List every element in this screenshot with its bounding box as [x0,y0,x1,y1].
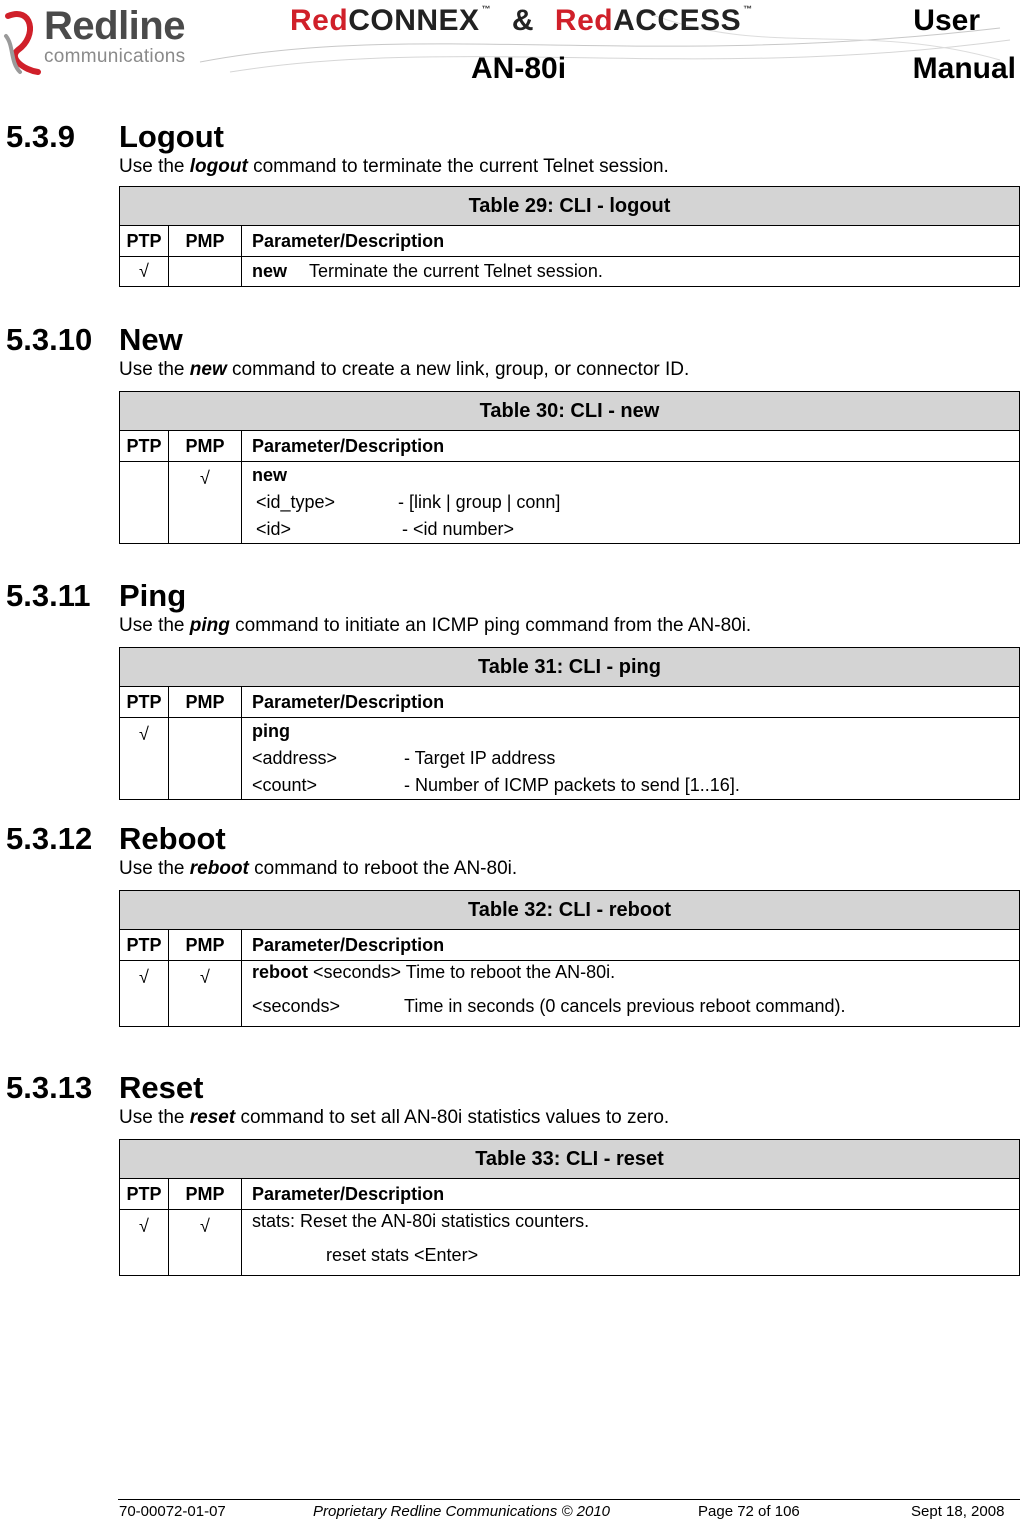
col-header-ptp: PTP [120,930,169,961]
section-number: 5.3.12 [6,821,93,856]
table-caption: Table 33: CLI - reset [120,1140,1020,1179]
section-title: Logout [119,119,225,154]
param-command: ping [252,721,290,741]
param-arg-desc: - <id number> [402,519,515,539]
redline-logo [2,2,207,80]
param-command: new [252,465,288,485]
col-header-param: Parameter/Description [242,687,1020,718]
table-caption: Table 32: CLI - reboot [120,891,1020,930]
param-arg-desc: Time in seconds (0 cancels previous reboot command). [404,996,846,1016]
footer-date: Sept 18, 2008 [911,1503,1005,1520]
col-header-param: Parameter/Description [242,226,1020,257]
col-header-param: Parameter/Description [242,431,1020,462]
brand-ampersand: & [511,4,535,37]
section-number: 5.3.11 [6,578,91,613]
table-row [242,257,1020,287]
pmp-check: √ [169,1210,242,1276]
product-model: AN-80i [471,52,567,85]
section-heading [6,821,1020,857]
command-name: reset [189,1107,236,1128]
section-heading [6,1070,1020,1106]
page-header [0,0,1020,98]
col-header-param: Parameter/Description [242,930,1020,961]
col-header-pmp: PMP [169,431,242,462]
col-header-param: Parameter/Description [242,1179,1020,1210]
section-intro: Use the ping command to initiate an ICMP ping command from the AN-80i. [119,615,752,636]
pmp-empty [169,257,242,287]
brand-redconnex-dark: CONNEX [348,4,480,37]
section-reset [6,1070,1020,1276]
cli-table-new [119,391,1020,544]
logo-subtitle: communications [44,46,186,67]
section-intro: Use the reset command to set all AN-80i statistics values to zero. [119,1107,670,1128]
param-command: new [252,261,288,281]
section-number: 5.3.13 [6,1070,93,1105]
col-header-pmp: PMP [169,1179,242,1210]
param-arg: <address> [252,748,338,768]
pmp-empty [169,718,242,800]
brand-redconnex-red: Red [290,4,349,37]
param-description: Terminate the current Telnet session. [309,261,603,281]
section-intro: Use the logout command to terminate the current Telnet session. [119,156,669,177]
section-heading [6,322,1020,358]
redline-swirl-icon [2,6,42,76]
command-name: new [189,359,227,380]
col-header-ptp: PTP [120,226,169,257]
cli-table-reset [119,1139,1020,1276]
param-example: reset stats <Enter> [326,1245,479,1265]
param-arg-desc: - Target IP address [404,748,556,768]
footer-doc-number: 70-00072-01-07 [119,1503,226,1520]
table-caption: Table 29: CLI - logout [120,187,1020,226]
section-reboot [6,821,1020,1027]
ptp-check: √ [120,257,169,287]
ptp-check: √ [120,961,169,1027]
table-caption: Table 31: CLI - ping [120,648,1020,687]
param-command: reboot [252,962,308,982]
section-logout [6,119,1020,287]
section-intro: Use the reboot command to reboot the AN-80i. [119,858,518,879]
table-row [242,462,1020,544]
section-title: New [119,322,183,357]
footer-page-number: Page 72 of 106 [698,1503,800,1520]
pmp-check: √ [169,462,242,544]
col-header-ptp: PTP [120,687,169,718]
trademark-mark: ™ [481,4,492,14]
param-description: <seconds> Time to reboot the AN-80i. [308,962,616,982]
section-title: Ping [119,578,187,613]
cli-table-logout [119,186,1020,287]
table-row [242,1210,1020,1276]
product-brands [290,4,753,38]
footer-divider [118,1499,1020,1500]
section-title: Reset [119,1070,204,1105]
brand-redaccess-red: Red [554,4,614,37]
col-header-ptp: PTP [120,1179,169,1210]
param-description: stats: Reset the AN-80i statistics counters. [252,1211,590,1231]
param-arg: <seconds> [252,996,341,1016]
command-name: ping [189,615,230,636]
table-row [242,718,1020,800]
command-name: reboot [189,858,249,879]
param-arg-desc: - Number of ICMP packets to send [1..16]. [404,775,740,795]
section-new [6,322,1020,544]
param-arg: <count> [252,775,318,795]
section-intro: Use the new command to create a new link, group, or connector ID. [119,359,690,380]
section-number: 5.3.10 [6,322,93,357]
col-header-pmp: PMP [169,687,242,718]
ptp-check: √ [120,718,169,800]
col-header-pmp: PMP [169,930,242,961]
pmp-check: √ [169,961,242,1027]
section-title: Reboot [119,821,226,856]
table-caption: Table 30: CLI - new [120,392,1020,431]
param-arg: <id_type> [256,492,336,512]
col-header-ptp: PTP [120,431,169,462]
param-arg-desc: - [link | group | conn] [398,492,561,512]
section-ping [6,578,1020,800]
cli-table-reboot [119,890,1020,1027]
table-row [242,961,1020,1027]
trademark-mark: ™ [743,4,753,14]
section-number: 5.3.9 [6,119,75,154]
section-heading [6,578,1020,614]
param-arg: <id> [256,519,292,539]
doc-title-manual: Manual [912,52,1016,85]
command-name: logout [189,156,248,177]
ptp-empty [120,462,169,544]
brand-redaccess-dark: ACCESS [613,4,742,37]
logo-wordmark: Redline [44,4,185,48]
ptp-check: √ [120,1210,169,1276]
doc-title-user: User [913,4,980,37]
section-heading [6,119,1020,155]
cli-table-ping [119,647,1020,800]
footer-proprietary: Proprietary Redline Communications © 2010 [313,1503,611,1520]
col-header-pmp: PMP [169,226,242,257]
